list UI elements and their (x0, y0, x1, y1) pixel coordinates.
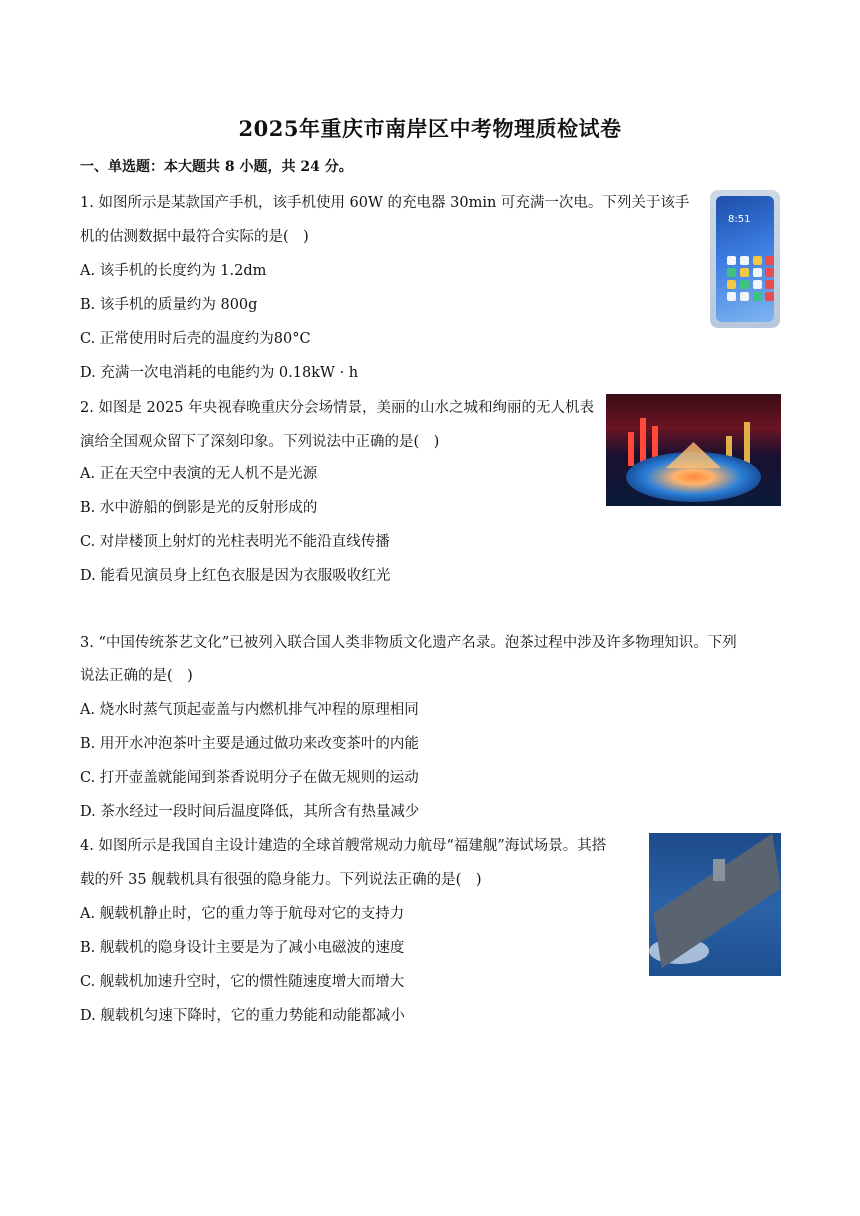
q2-option-b: B. 水中游船的倒影是光的反射形成的 (80, 500, 318, 516)
phone-clock: 8:51 (728, 214, 751, 225)
q2-option-a: A. 正在天空中表演的无人机不是光源 (80, 466, 318, 482)
section-heading: 一、单选题：本大题共 8 小题，共 24 分。 (80, 159, 353, 175)
page-title: 2025年重庆市南岸区中考物理质检试卷 (238, 116, 622, 141)
gala-image (606, 394, 781, 506)
phone-app-grid (727, 256, 775, 301)
q3-option-a: A. 烧水时蒸气顶起壶盖与内燃机排气冲程的原理相同 (80, 702, 419, 718)
skyline-tower (744, 422, 750, 466)
phone-image (710, 190, 780, 328)
q2-stem-line-2: 演给全国观众留下了深刻印象。下列说法中正确的是( ) (80, 434, 440, 450)
q1-option-b: B. 该手机的质量约为 800g (80, 297, 258, 313)
q1-stem-line-2: 机的估测数据中最符合实际的是( ) (80, 229, 309, 245)
q3-option-b: B. 用开水冲泡茶叶主要是通过做功来改变茶叶的内能 (80, 736, 419, 752)
q1-option-c: C. 正常使用时后壳的温度约为80°C (80, 331, 311, 347)
q4-option-c: C. 舰载机加速升空时，它的惯性随速度增大而增大 (80, 974, 405, 990)
q3-stem-line-2: 说法正确的是( ) (80, 668, 193, 684)
aircraft-carrier-image (649, 833, 781, 976)
q4-option-b: B. 舰载机的隐身设计主要是为了减小电磁波的速度 (80, 940, 405, 956)
q4-option-d: D. 舰载机匀速下降时，它的重力势能和动能都减小 (80, 1008, 405, 1024)
carrier-deck (653, 834, 780, 969)
q2-stem-line-1: 2. 如图是 2025 年央视春晚重庆分会场情景，美丽的山水之城和绚丽的无人机表 (80, 400, 595, 416)
q3-option-d: D. 茶水经过一段时间后温度降低，其所含有热量减少 (80, 804, 420, 820)
q1-option-d: D. 充满一次电消耗的电能约为 0.18kW · h (80, 365, 359, 381)
phone-screen (716, 196, 774, 322)
q4-stem-line-1: 4. 如图所示是我国自主设计建造的全球首艘常规动力航母“福建舰”海试场景。其搭 (80, 838, 607, 854)
q3-option-c: C. 打开壶盖就能闻到茶香说明分子在做无规则的运动 (80, 770, 419, 786)
q1-option-a: A. 该手机的长度约为 1.2dm (80, 263, 267, 279)
q4-stem-line-2: 载的歼 35 舰载机具有很强的隐身能力。下列说法正确的是( ) (80, 872, 482, 888)
q2-option-d: D. 能看见演员身上红色衣服是因为衣服吸收红光 (80, 568, 391, 584)
q1-stem-line-1: 1. 如图所示是某款国产手机，该手机使用 60W 的充电器 30min 可充满一次电。下列关于该手 (80, 195, 690, 211)
q2-option-c: C. 对岸楼顶上射灯的光柱表明光不能沿直线传播 (80, 534, 390, 550)
skyline-tower (628, 432, 634, 466)
carrier-island (713, 859, 725, 881)
q3-stem-line-1: 3. “中国传统茶艺文化”已被列入联合国人类非物质文化遗产名录。泡茶过程中涉及许多物理知识。下列 (80, 635, 737, 651)
q4-option-a: A. 舰载机静止时，它的重力等于航母对它的支持力 (80, 906, 405, 922)
